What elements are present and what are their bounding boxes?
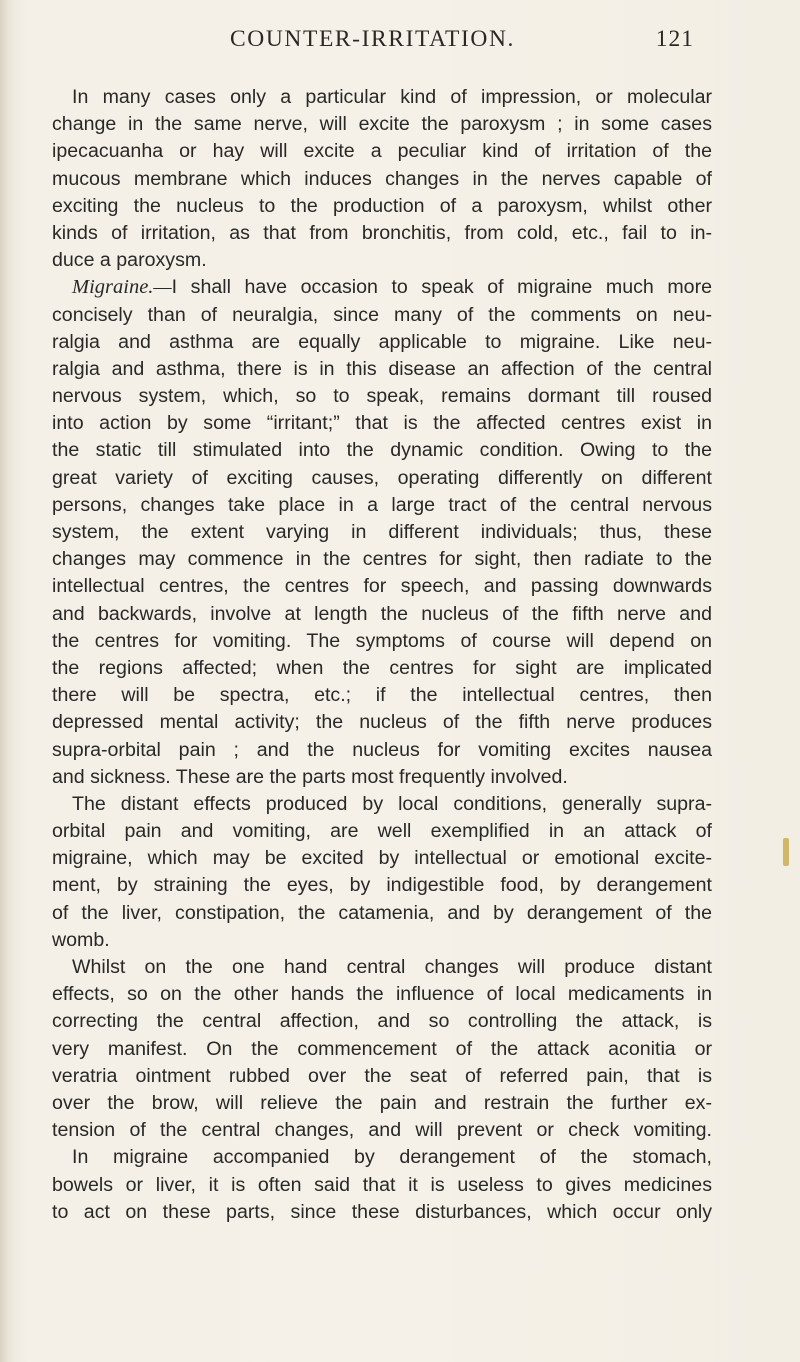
text-line: In many cases only a particular kind of impression, or molecular (72, 86, 712, 108)
text-line: duce a paroxysm. (52, 249, 207, 272)
text-line: ralgia and asthma, there is in this disease an affection of the central (52, 357, 712, 380)
text-line: The distant effects produced by local conditions, generally supra- (72, 792, 712, 815)
text-line: persons, changes take place in a large tract of the central nervous (52, 493, 712, 516)
text-line: system, the extent varying in different individuals; thus, these (52, 521, 712, 543)
text-line: migraine, which may be excited by intellectual or emotional excite- (52, 847, 712, 870)
text-line: supra-orbital pain ; and the nucleus for vomiting excites nausea (52, 738, 712, 761)
text-line-migraine (52, 274, 712, 301)
text-line: the centres for vomiting. The symptoms of course will depend on (52, 629, 712, 652)
page-number: 121 (655, 26, 694, 52)
text-line: changes may commence in the centres for sight, then radiate to the (52, 548, 712, 571)
text-line: mucous membrane which induces changes in the nerves capable of (52, 167, 712, 190)
text-line: to act on these parts, since these disturbances, which occur only (52, 1200, 712, 1223)
body-text (52, 84, 712, 1226)
running-head: COUNTER-IRRITATION. (230, 26, 516, 52)
text-line: very manifest. On the commencement of the attack aconitia or (52, 1037, 712, 1060)
page-gutter-shadow (0, 0, 14, 1362)
text-line: over the brow, will relieve the pain and restrain the further ex- (52, 1091, 712, 1114)
text-line: change in the same nerve, will excite the paroxysm ; in some cases (52, 113, 712, 136)
text-line: into action by some “irritant;” that is the affected centres exist in (52, 412, 712, 435)
text-line: correcting the central affection, and so controlling the attack, is (52, 1010, 712, 1033)
page-header (230, 26, 694, 66)
text-line: depressed mental activity; the nucleus of the fifth nerve produces (52, 711, 712, 734)
text-line: veratria ointment rubbed over the seat of referred pain, that is (52, 1064, 712, 1087)
text-line: concisely than of neuralgia, since many of the comments on neu- (52, 303, 712, 326)
text-line: bowels or liver, it is often said that it is useless to gives medicines (52, 1173, 712, 1196)
text-line: exciting the nucleus to the production of a paroxysm, whilst other (52, 194, 712, 217)
text-line: the static till stimulated into the dynamic condition. Owing to the (52, 439, 712, 462)
text-line: In migraine accompanied by derangement of the stomach, (72, 1146, 712, 1169)
text-line: kinds of irritation, as that from bronchitis, from cold, etc., fail to in- (52, 221, 712, 244)
section-heading-migraine: Migraine.— (72, 276, 172, 299)
text-line: intellectual centres, the centres for speech, and passing downwards (52, 575, 712, 598)
text-line: womb. (52, 928, 110, 951)
text-line-rest: I shall have occasion to speak of migraine much more (171, 276, 712, 299)
text-line: of the liver, constipation, the catamenia, and by derangement of the (52, 901, 712, 924)
text-line: Whilst on the one hand central changes will produce distant (72, 956, 712, 978)
text-line: there will be spectra, etc.; if the intellectual centres, then (52, 684, 712, 707)
text-line: ralgia and asthma are equally applicable to migraine. Like neu- (52, 330, 712, 353)
text-line: and backwards, involve at length the nucleus of the fifth nerve and (52, 602, 712, 625)
page-edge-mark (783, 838, 789, 866)
text-line: the regions affected; when the centres for sight are implicated (52, 656, 712, 679)
text-line: ment, by straining the eyes, by indigestible food, by derangement (52, 874, 712, 897)
text-line: great variety of exciting causes, operating differently on different (52, 466, 712, 489)
text-line: effects, so on the other hands the influence of local medicaments in (52, 983, 712, 1006)
text-line: ipecacuanha or hay will excite a peculiar kind of irritation of the (52, 140, 712, 163)
text-line: orbital pain and vomiting, are well exemplified in an attack of (52, 820, 712, 843)
text-line: and sickness. These are the parts most frequently involved. (52, 765, 568, 788)
text-line: nervous system, which, so to speak, remains dormant till roused (52, 385, 712, 408)
text-line: tension of the central changes, and will prevent or check vomiting. (52, 1119, 712, 1142)
